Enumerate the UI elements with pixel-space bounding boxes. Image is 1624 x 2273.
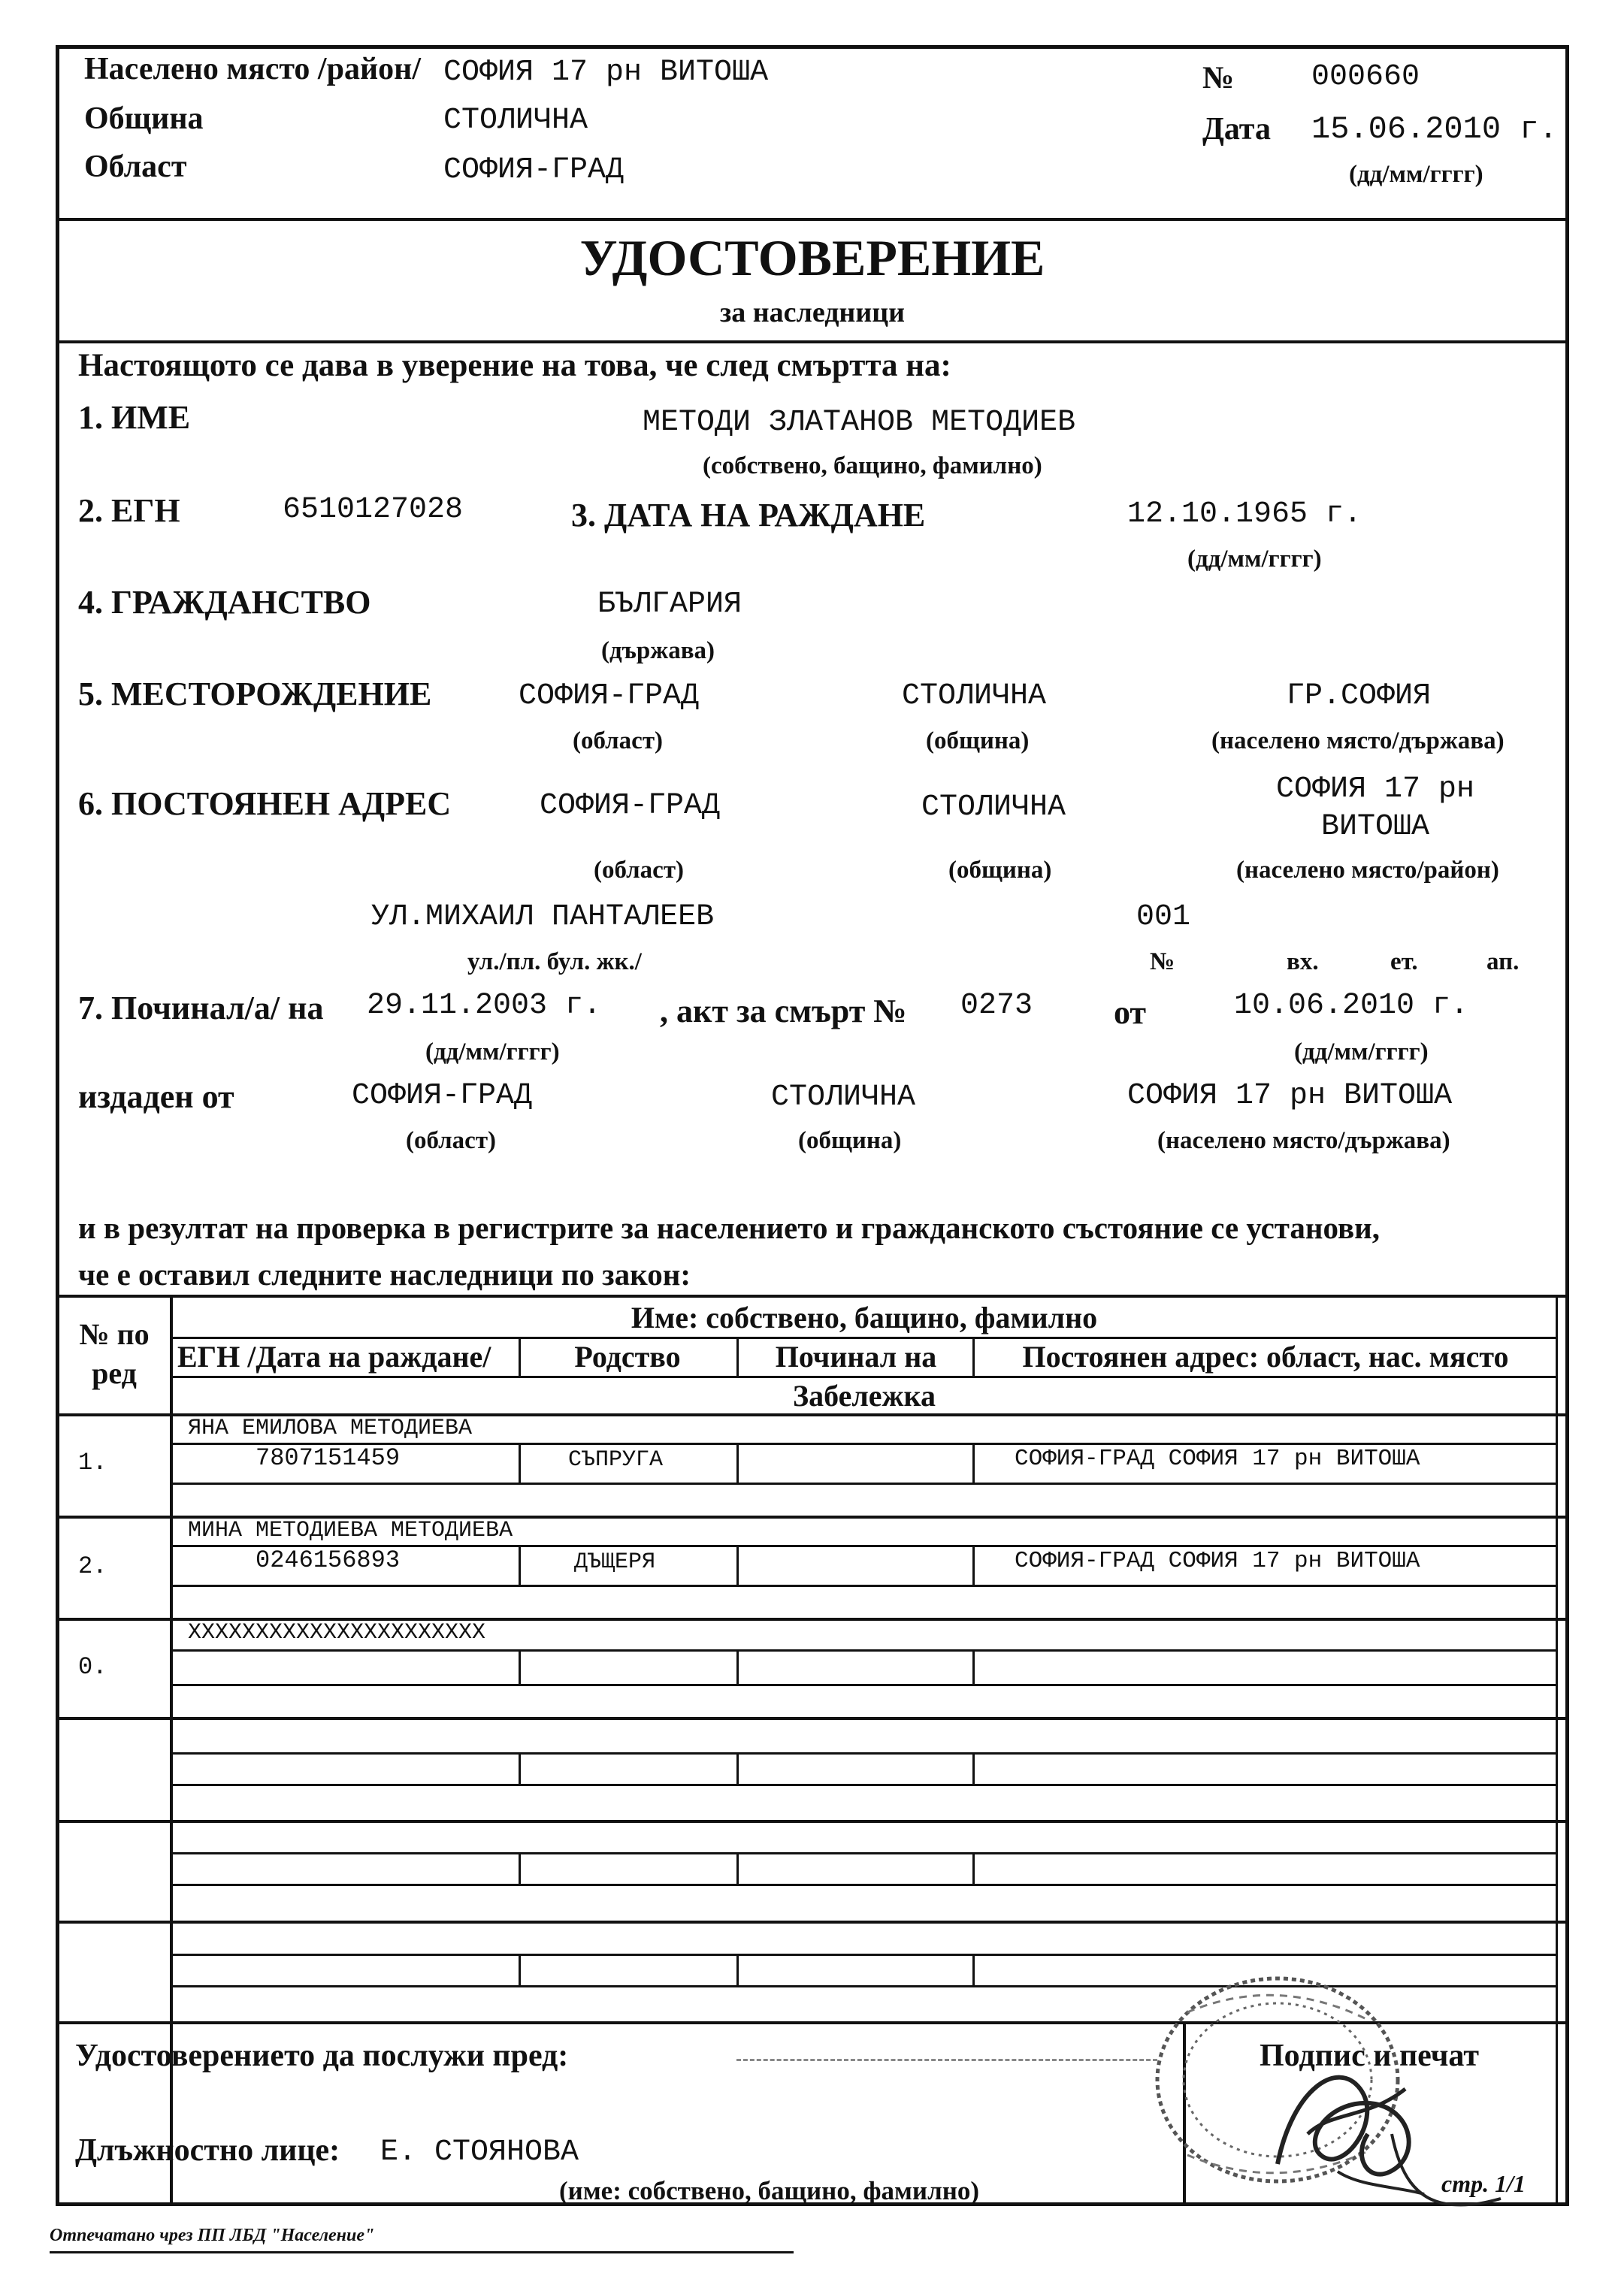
row-v2 — [736, 1545, 739, 1587]
row-v1 — [519, 1852, 521, 1885]
official-value: Е. СТОЯНОВА — [380, 2135, 579, 2169]
header-divider — [56, 218, 1569, 221]
street-no-caption: № — [1150, 948, 1175, 975]
birthplace-settlement: ГР.СОФИЯ — [1287, 679, 1432, 713]
birthplace-region: СОФИЯ-ГРАД — [519, 679, 700, 713]
row-v1 — [519, 1649, 521, 1684]
official-label: Длъжностно лице: — [75, 2133, 340, 2168]
row-line — [170, 1784, 1558, 1786]
document-subtitle: за наследници — [719, 297, 906, 328]
row-line — [170, 1684, 1558, 1686]
row-relation: СЪПРУГА — [568, 1447, 664, 1473]
act-date: 10.06.2010 г. — [1234, 989, 1469, 1023]
page-number: стр. 1/1 — [1441, 2170, 1526, 2197]
row-line — [170, 1752, 1558, 1755]
result-text-line1: и в резултат на проверка в регистрите за населението и гражданското състояние се установи, — [78, 1211, 1381, 1245]
row-line — [170, 1884, 1558, 1886]
signature-label: Подпис и печат — [1260, 2039, 1479, 2073]
row-no: 1. — [78, 1449, 107, 1477]
frame-left — [56, 45, 59, 2206]
row-bottom — [56, 1820, 1569, 1823]
col-note-header: Забележка — [793, 1379, 936, 1413]
citizenship-value: БЪЛГАРИЯ — [597, 588, 742, 621]
row-line — [170, 1852, 1558, 1854]
row-v1 — [519, 1752, 521, 1785]
row-v3 — [972, 1545, 975, 1587]
name-caption: (собствено, бащино, фамилно) — [703, 452, 1042, 479]
street-value: УЛ.МИХАИЛ ПАНТАЛЕЕВ — [371, 900, 715, 934]
act-label: , акт за смърт № — [660, 993, 907, 1029]
row-v2 — [736, 1649, 739, 1684]
header-v2 — [736, 1337, 739, 1376]
egn-label: 2. ЕГН — [78, 492, 180, 529]
row-address: СОФИЯ-ГРАД СОФИЯ 17 рн ВИТОША — [1015, 1548, 1420, 1574]
row-v1 — [519, 1954, 521, 1987]
row-egn: 0246156893 — [256, 1546, 401, 1574]
row-v3 — [972, 1954, 975, 1987]
row-bottom — [56, 1921, 1569, 1924]
col-egn-header: ЕГН /Дата на раждане/ — [177, 1340, 491, 1374]
header-v3 — [972, 1337, 975, 1376]
address-settlement-line1: СОФИЯ 17 рн — [1275, 772, 1475, 806]
signature-flourish-icon — [1384, 2126, 1505, 2209]
citizenship-caption: (държава) — [601, 637, 715, 664]
row-name: ЯНА ЕМИЛОВА МЕТОДИЕВА — [188, 1416, 473, 1441]
apartment-caption: ап. — [1486, 948, 1520, 975]
issued-region-caption: (област) — [406, 1127, 497, 1154]
row-address: СОФИЯ-ГРАД СОФИЯ 17 рн ВИТОША — [1015, 1446, 1420, 1472]
frame-top — [56, 45, 1569, 49]
died-label: 7. Починал/а/ на — [78, 990, 324, 1026]
egn-value: 6510127028 — [283, 493, 464, 527]
citizenship-label: 4. ГРАЖДАНСТВО — [78, 584, 371, 621]
row-bottom — [56, 1717, 1569, 1720]
table-top-line — [56, 1295, 1569, 1298]
name-label: 1. ИМЕ — [78, 399, 191, 436]
row-name: XXXXXXXXXXXXXXXXXXXXXX — [188, 1620, 486, 1646]
date-label: Дата — [1202, 112, 1271, 147]
col-died-header: Починал на — [775, 1340, 937, 1374]
row-v3 — [972, 1752, 975, 1785]
act-value: 0273 — [960, 989, 1033, 1023]
issued-municipality-caption: (община) — [798, 1127, 902, 1154]
issued-settlement-caption: (населено място/държава) — [1157, 1127, 1450, 1154]
region-label: Област — [84, 150, 187, 184]
address-municipality: СТОЛИЧНА — [921, 790, 1066, 824]
birthplace-municipality: СТОЛИЧНА — [902, 679, 1047, 713]
row-no: 2. — [78, 1552, 107, 1580]
row-name: МИНА МЕТОДИЕВА МЕТОДИЕВА — [188, 1518, 513, 1543]
row-v1 — [519, 1545, 521, 1587]
issued-region: СОФИЯ-ГРАД — [352, 1079, 533, 1113]
col-no-line2: ред — [92, 1356, 137, 1390]
date-value: 15.06.2010 г. — [1311, 111, 1558, 147]
address-settlement-caption: (населено място/район) — [1236, 857, 1499, 884]
died-date-caption: (дд/мм/гггг) — [425, 1038, 560, 1065]
row-v2 — [736, 1852, 739, 1885]
table-inner-right — [1556, 1295, 1558, 2202]
serve-blank-line — [736, 2059, 1157, 2061]
row-v2 — [736, 1443, 739, 1485]
title-divider — [56, 340, 1569, 343]
birth-label: 3. ДАТА НА РАЖДАНЕ — [571, 497, 926, 533]
birthplace-settlement-caption: (населено място/държава) — [1211, 727, 1505, 754]
name-value: МЕТОДИ ЗЛАТАНОВ МЕТОДИЕВ — [643, 406, 1076, 440]
birthplace-region-caption: (област) — [573, 727, 664, 754]
result-text-line2: че е оставил следните наследници по закон: — [78, 1257, 691, 1292]
municipality-value: СТОЛИЧНА — [443, 104, 588, 138]
row-v3 — [972, 1649, 975, 1684]
printed-by: Отпечатано чрез ПП ЛБД "Население" — [50, 2226, 375, 2245]
street-caption: ул./пл. бул. жк./ — [467, 948, 642, 975]
number-value: 000660 — [1311, 60, 1420, 94]
row-line — [170, 1483, 1558, 1485]
settlement-value: СОФИЯ 17 рн ВИТОША — [443, 56, 769, 89]
number-label: № — [1202, 61, 1235, 95]
act-date-caption: (дд/мм/гггг) — [1294, 1038, 1429, 1065]
row-v1 — [519, 1443, 521, 1485]
region-value: СОФИЯ-ГРАД — [443, 153, 624, 187]
issued-municipality: СТОЛИЧНА — [771, 1081, 916, 1114]
address-region-caption: (област) — [594, 857, 685, 884]
address-region: СОФИЯ-ГРАД — [540, 789, 721, 823]
date-format: (дд/мм/гггг) — [1349, 161, 1483, 188]
row-v2 — [736, 1752, 739, 1785]
address-municipality-caption: (община) — [948, 857, 1052, 884]
official-caption: (име: собствено, бащино, фамилно) — [559, 2176, 980, 2205]
row-line — [170, 1585, 1558, 1587]
floor-caption: ет. — [1390, 948, 1418, 975]
col-name-header: Име: собствено, бащино, фамилно — [631, 1301, 1098, 1334]
col-no-line1: № по — [79, 1317, 150, 1351]
issued-settlement: СОФИЯ 17 рн ВИТОША — [1127, 1079, 1453, 1113]
issued-label: издаден от — [78, 1078, 234, 1115]
row-relation: ДЪЩЕРЯ — [574, 1549, 656, 1575]
row-egn: 7807151459 — [256, 1444, 401, 1472]
birth-value: 12.10.1965 г. — [1127, 497, 1362, 531]
died-value: 29.11.2003 г. — [367, 989, 602, 1023]
row-line — [170, 1649, 1558, 1652]
birthplace-municipality-caption: (община) — [926, 727, 1030, 754]
header-v1 — [519, 1337, 521, 1376]
document-title: УДОСТОВЕРЕНИЕ — [579, 229, 1045, 286]
address-label: 6. ПОСТОЯНЕН АДРЕС — [78, 785, 452, 822]
street-number: 001 — [1136, 900, 1191, 934]
intro-text: Настоящото се дава в уверение на това, че след смъртта на: — [78, 348, 951, 383]
settlement-label: Населено място /район/ — [84, 52, 422, 86]
frame-right — [1565, 45, 1569, 2206]
row-v3 — [972, 1852, 975, 1885]
printed-by-underline — [50, 2251, 794, 2253]
from-label: от — [1114, 994, 1147, 1031]
row-v3 — [972, 1443, 975, 1485]
serve-label: Удостоверението да послужи пред: — [75, 2039, 569, 2073]
entrance-caption: вх. — [1287, 948, 1319, 975]
municipality-label: Община — [84, 101, 204, 136]
row-line — [170, 1954, 1558, 1956]
birth-caption: (дд/мм/гггг) — [1187, 546, 1322, 573]
row-v2 — [736, 1954, 739, 1987]
birthplace-label: 5. МЕСТОРОЖДЕНИЕ — [78, 676, 432, 712]
row-no: 0. — [78, 1653, 107, 1681]
col-relation-header: Родство — [574, 1340, 681, 1374]
address-settlement-line2: ВИТОША — [1320, 810, 1430, 844]
col-address-header: Постоянен адрес: област, нас. място — [1022, 1340, 1509, 1374]
